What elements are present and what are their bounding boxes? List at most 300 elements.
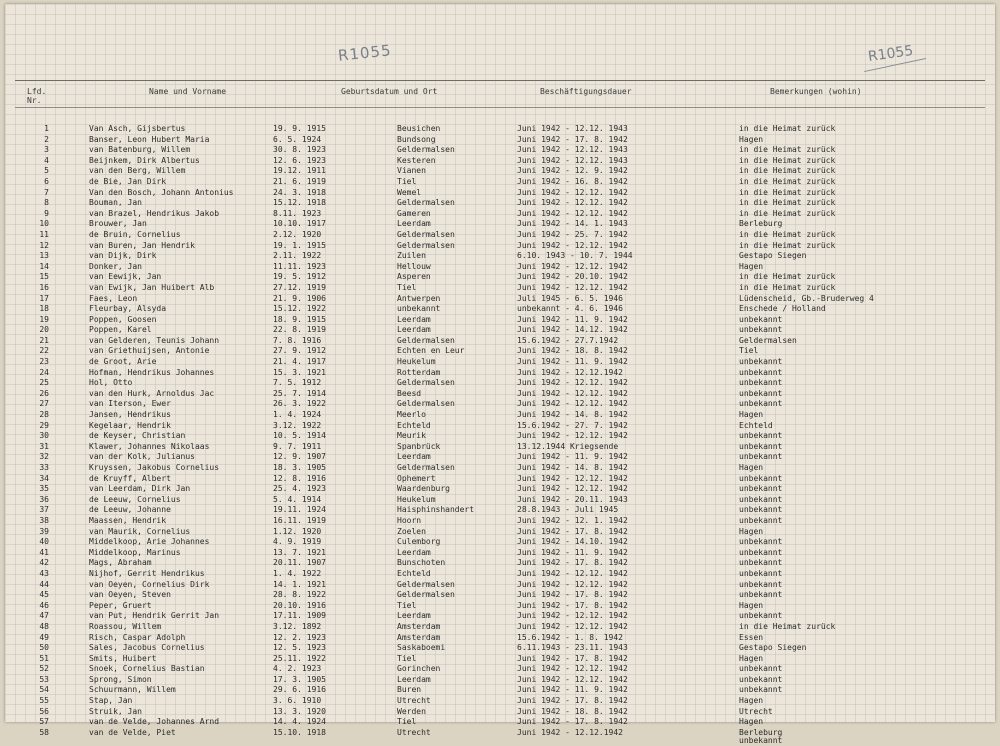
remark: unbekannt	[739, 505, 783, 515]
employment-period: Juni 1942 - 16. 8. 1942	[517, 176, 628, 186]
remark: Hagen	[739, 261, 764, 271]
birth-place: Gorinchen	[397, 664, 441, 674]
person-name: Peper, Gruert	[89, 600, 152, 610]
person-name: Fleurbay, Alsyda	[89, 304, 167, 314]
row-number: 55	[39, 696, 49, 706]
birth-date: 12. 6. 1923	[273, 155, 326, 165]
table-row	[5, 135, 995, 146]
row-number: 41	[39, 547, 49, 557]
birth-date: 28. 8. 1922	[273, 590, 326, 600]
table-row	[5, 251, 995, 262]
table-row	[5, 230, 995, 241]
employment-period: Juli 1945 - 6. 5. 1946	[517, 293, 623, 303]
row-number: 6	[44, 176, 49, 186]
table-row	[5, 452, 995, 463]
birth-place: Tiel	[397, 653, 417, 663]
table-row	[5, 537, 995, 548]
table-row	[5, 283, 995, 294]
row-number: 25	[39, 378, 49, 388]
person-name: Schuurmann, Willem	[89, 685, 176, 695]
table-row	[5, 548, 995, 559]
row-number: 29	[39, 420, 49, 430]
table-row	[5, 484, 995, 495]
employment-period: Juni 1942 - 12.12. 1943	[517, 124, 628, 133]
birth-date: 3.12. 1892	[273, 621, 322, 631]
row-number: 57	[39, 717, 49, 727]
table-row	[5, 304, 995, 315]
remark: Berleburg	[739, 727, 783, 737]
remark: unbekannt	[739, 473, 783, 483]
table-row	[5, 336, 995, 347]
birth-date: 10. 5. 1914	[273, 431, 326, 441]
table-row	[5, 622, 995, 633]
table-row	[5, 294, 995, 305]
person-name: Hofman, Hendrikus Johannes	[89, 367, 215, 377]
employment-period: Juni 1942 - 17. 8. 1942	[517, 558, 628, 568]
table-row	[5, 421, 995, 432]
birth-place: Bunschoten	[397, 558, 446, 568]
header-nr: Lfd. Nr.	[27, 87, 47, 105]
birth-place: Echteld	[397, 420, 431, 430]
remark: Hagen	[739, 696, 764, 706]
table-row	[5, 410, 995, 421]
birth-place: Asperen	[397, 272, 431, 282]
birth-place: Saskaboemi	[397, 643, 446, 653]
employment-period: Juni 1942 - 12.12.1942	[517, 367, 623, 377]
birth-place: Geldermalsen	[397, 145, 455, 155]
employment-period: 6.11.1943 - 23.11. 1943	[517, 643, 628, 653]
employment-period: Juni 1942 - 12.12. 1942	[517, 431, 628, 441]
person-name: Jansen, Hendrikus	[89, 410, 171, 420]
row-number: 12	[39, 240, 49, 250]
birth-place: Gameren	[397, 208, 431, 218]
person-name: van den Berg, Willem	[89, 166, 186, 176]
birth-date: 1.12. 1920	[273, 526, 322, 536]
birth-place: Utrecht	[397, 727, 431, 737]
row-number: 39	[39, 526, 49, 536]
table-row	[5, 611, 995, 622]
birth-place: Spanbrück	[397, 441, 441, 451]
remark: unbekannt	[739, 579, 783, 589]
row-number: 26	[39, 388, 49, 398]
table-row	[5, 727, 995, 745]
person-name: de Bie, Jan Dirk	[89, 176, 167, 186]
person-name: van den Hurk, Arnoldus Jac	[89, 388, 215, 398]
birth-date: 12. 2. 1923	[273, 632, 326, 642]
birth-date: 18. 3. 1905	[273, 463, 326, 472]
table-row	[5, 124, 995, 135]
person-name: Maassen, Hendrik	[89, 515, 167, 525]
row-number: 14	[39, 261, 49, 271]
header-birth: Geburtsdatum und Ort	[341, 87, 438, 96]
row-number: 10	[39, 219, 49, 229]
row-number: 30	[39, 431, 49, 441]
table-row	[5, 505, 995, 516]
birth-place: Geldermalsen	[397, 579, 455, 589]
remark: in die Heimat zurück	[739, 282, 836, 292]
table-row	[5, 495, 995, 506]
birth-place: Leerdam	[397, 325, 431, 335]
table-row	[5, 717, 995, 728]
birth-place: Beusichen	[397, 124, 441, 133]
employment-period: 15.6.1942 - 27. 7. 1942	[517, 420, 628, 430]
employment-period: Juni 1942 - 12.12. 1942	[517, 198, 628, 208]
row-number: 35	[39, 484, 49, 494]
employment-period: Juni 1942 - 11. 9. 1942	[517, 452, 628, 462]
remark: Essen	[739, 632, 764, 642]
employment-period: 13.12.1944 Kriegsende	[517, 441, 619, 451]
remark: in die Heimat zurück	[739, 621, 836, 631]
table-row	[5, 357, 995, 368]
person-name: van Oeyen, Cornelius Dirk	[89, 579, 210, 589]
person-name: Banser, Leon Hubert Maria	[89, 134, 210, 144]
row-number: 11	[39, 229, 49, 239]
birth-date: 9. 7. 1911	[273, 441, 322, 451]
remark: unbekannt	[739, 388, 783, 398]
row-number: 50	[39, 643, 49, 653]
employment-period: Juni 1942 - 11. 9. 1942	[517, 357, 628, 367]
remark: unbekannt	[739, 664, 783, 674]
table-row	[5, 707, 995, 718]
birth-date: 27.12. 1919	[273, 282, 326, 292]
remark: in die Heimat zurück	[739, 208, 836, 218]
birth-date: 21. 4. 1917	[273, 357, 326, 367]
table-row	[5, 685, 995, 696]
row-number: 32	[39, 452, 49, 462]
birth-place: Leerdam	[397, 674, 431, 684]
remark: unbekannt	[739, 685, 783, 695]
row-number: 53	[39, 674, 49, 684]
employment-period: Juni 1942 - 17. 8. 1942	[517, 526, 628, 536]
row-number: 34	[39, 473, 49, 483]
person-name: Bouman, Jan	[89, 198, 142, 208]
row-number: 47	[39, 611, 49, 621]
table-row	[5, 442, 995, 453]
birth-date: 15.12. 1918	[273, 198, 326, 208]
remark: unbekannt	[739, 568, 783, 578]
birth-date: 16.11. 1919	[273, 515, 326, 525]
row-number: 46	[39, 600, 49, 610]
birth-place: Rotterdam	[397, 367, 441, 377]
row-number: 44	[39, 579, 49, 589]
row-number: 1	[44, 124, 49, 133]
person-name: van Griethuijsen, Antonie	[89, 346, 210, 356]
remark: unbekannt	[739, 399, 783, 409]
remark: Enschede / Holland	[739, 304, 826, 314]
employment-period: Juni 1942 - 12.12. 1942	[517, 261, 628, 271]
birth-place: Hoorn	[397, 515, 422, 525]
row-number: 24	[39, 367, 49, 377]
person-name: Smits, Huibert	[89, 653, 157, 663]
row-number: 40	[39, 537, 49, 547]
employment-period: Juni 1942 - 18. 8. 1942	[517, 706, 628, 716]
person-name: de Leeuw, Johanne	[89, 505, 171, 515]
birth-place: Meerlo	[397, 410, 426, 420]
person-name: de Bruin, Cornelius	[89, 229, 181, 239]
row-number: 19	[39, 314, 49, 324]
remark: in die Heimat zurück	[739, 229, 836, 239]
row-number: 7	[44, 187, 49, 197]
birth-date: 24. 3. 1918	[273, 187, 326, 197]
employment-period: Juni 1942 - 12.12. 1942	[517, 187, 628, 197]
employment-period: Juni 1942 - 14. 8. 1942	[517, 410, 628, 420]
birth-date: 18. 9. 1915	[273, 314, 326, 324]
birth-place: Hellouw	[397, 261, 431, 271]
row-number: 43	[39, 568, 49, 578]
birth-place: Kesteren	[397, 155, 436, 165]
employment-period: Juni 1942 - 12.12. 1942	[517, 208, 628, 218]
remark: unbekannt	[739, 357, 783, 367]
birth-date: 19. 1. 1915	[273, 240, 326, 250]
birth-place: Heukelum	[397, 357, 436, 367]
row-number: 45	[39, 590, 49, 600]
row-number: 13	[39, 251, 49, 261]
birth-date: 8.11. 1923	[273, 208, 322, 218]
table-row	[5, 463, 995, 474]
birth-date: 4. 9. 1919	[273, 537, 322, 547]
row-number: 42	[39, 558, 49, 568]
person-name: Brouwer, Jan	[89, 219, 147, 229]
birth-place: Heukelum	[397, 494, 436, 504]
person-name: Van Asch, Gijsbertus	[89, 124, 186, 133]
birth-date: 30. 8. 1923	[273, 145, 326, 155]
employment-period: Juni 1942 - 12.12. 1942	[517, 240, 628, 250]
remark: unbekannt	[739, 452, 783, 462]
table-row	[5, 664, 995, 675]
employment-period: Juni 1942 - 11. 9. 1942	[517, 547, 628, 557]
birth-date: 25.11. 1922	[273, 653, 326, 663]
birth-date: 1. 4. 1924	[273, 410, 322, 420]
person-name: van Leerdam, Dirk Jan	[89, 484, 191, 494]
table-row	[5, 209, 995, 220]
row-number: 4	[44, 155, 49, 165]
employment-period: Juni 1942 - 25. 7. 1942	[517, 229, 628, 239]
employment-period: 15.6.1942 - 1. 8. 1942	[517, 632, 623, 642]
employment-period: Juni 1942 - 12.12. 1943	[517, 155, 628, 165]
birth-place: Tiel	[397, 176, 417, 186]
birth-place: Amsterdam	[397, 621, 441, 631]
table-row	[5, 368, 995, 379]
birth-place: Geldermalsen	[397, 240, 455, 250]
employment-period: Juni 1942 - 17. 8. 1942	[517, 134, 628, 144]
person-name: van Ewijk, Jan Huibert Alb	[89, 282, 215, 292]
row-number: 22	[39, 346, 49, 356]
birth-place: Geldermalsen	[397, 229, 455, 239]
birth-date: 5. 4. 1914	[273, 494, 322, 504]
birth-place: Geldermalsen	[397, 399, 455, 409]
birth-date: 15. 3. 1921	[273, 367, 326, 377]
remark: in die Heimat zurück	[739, 166, 836, 176]
person-name: de Keyser, Christian	[89, 431, 186, 441]
birth-date: 2.11. 1922	[273, 251, 322, 261]
header-name: Name und Vorname	[149, 87, 227, 96]
table-row	[5, 156, 995, 167]
row-number: 8	[44, 198, 49, 208]
employment-period: Juni 1942 - 20.11. 1943	[517, 494, 628, 504]
row-number: 54	[39, 685, 49, 695]
table-row	[5, 346, 995, 357]
employment-period: Juni 1942 - 17. 8. 1942	[517, 600, 628, 610]
table-row	[5, 166, 995, 177]
remark: unbekannt	[739, 515, 783, 525]
row-number: 9	[44, 208, 49, 218]
birth-place: Werden	[397, 706, 426, 716]
person-name: van Buren, Jan Hendrik	[89, 240, 195, 250]
employment-period: Juni 1942 - 12.12. 1942	[517, 388, 628, 398]
birth-place: Tiel	[397, 600, 417, 610]
employment-period: Juni 1942 - 12.12. 1942	[517, 611, 628, 621]
birth-date: 19.11. 1924	[273, 505, 326, 515]
birth-date: 12. 9. 1907	[273, 452, 326, 462]
remark: Gestapo Siegen	[739, 643, 807, 653]
birth-date: 25. 7. 1914	[273, 388, 326, 398]
row-number: 51	[39, 653, 49, 663]
employment-period: Juni 1942 - 12.12.1942	[517, 727, 623, 737]
archive-number-annotation-right: R1055	[867, 42, 915, 66]
birth-place: unbekannt	[397, 304, 441, 314]
person-name: Beijnkem, Dirk Albertus	[89, 155, 200, 165]
birth-date: 3.12. 1922	[273, 420, 322, 430]
birth-date: 19.12. 1911	[273, 166, 326, 176]
birth-place: Zuilen	[397, 251, 426, 261]
birth-date: 6. 5. 1924	[273, 134, 322, 144]
table-row	[5, 474, 995, 485]
row-number: 36	[39, 494, 49, 504]
table-row	[5, 569, 995, 580]
row-number: 28	[39, 410, 49, 420]
table-row	[5, 188, 995, 199]
person-name: de Kruyff, Albert	[89, 473, 171, 483]
birth-place: Culemborg	[397, 537, 441, 547]
employment-period: Juni 1942 - 14. 1. 1943	[517, 219, 628, 229]
birth-place: Utrecht	[397, 696, 431, 706]
remark: unbekannt	[739, 378, 783, 388]
remark: Hagen	[739, 526, 764, 536]
birth-date: 13. 3. 1920	[273, 706, 326, 716]
table-row	[5, 145, 995, 156]
birth-place: Echteld	[397, 568, 431, 578]
remark: in die Heimat zurück	[739, 240, 836, 250]
employment-period: Juni 1942 - 12. 9. 1942	[517, 166, 628, 176]
birth-date: 1. 4. 1922	[273, 568, 322, 578]
birth-place: Haisphinshandert	[397, 505, 475, 515]
row-number: 3	[44, 145, 49, 155]
remark: unbekannt	[739, 494, 783, 504]
row-number: 56	[39, 706, 49, 716]
table-row	[5, 219, 995, 230]
employment-period: Juni 1942 - 12.12. 1942	[517, 664, 628, 674]
table-row	[5, 325, 995, 336]
birth-date: 20.11. 1907	[273, 558, 326, 568]
employment-period: Juni 1942 - 18. 8. 1942	[517, 346, 628, 356]
birth-date: 25. 4. 1923	[273, 484, 326, 494]
employment-period: Juni 1942 - 11. 9. 1942	[517, 314, 628, 324]
table-row	[5, 177, 995, 188]
person-name: van Gelderen, Teunis Johann	[89, 335, 220, 345]
birth-date: 11.11. 1923	[273, 261, 326, 271]
person-name: Poppen, Karel	[89, 325, 152, 335]
remark: unbekannt	[739, 558, 783, 568]
birth-date: 19. 9. 1915	[273, 124, 326, 133]
table-row	[5, 590, 995, 601]
remark: unbekannt	[739, 674, 783, 684]
birth-place: Geldermalsen	[397, 378, 455, 388]
table-row	[5, 633, 995, 644]
employment-period: Juni 1942 - 20.10. 1942	[517, 272, 628, 282]
row-number: 2	[44, 134, 49, 144]
employment-period: Juni 1942 - 12.12. 1942	[517, 579, 628, 589]
remark: in die Heimat zurück	[739, 198, 836, 208]
employment-period: Juni 1942 - 14.10. 1942	[517, 537, 628, 547]
birth-place: Beesd	[397, 388, 422, 398]
row-number: 21	[39, 335, 49, 345]
document-sheet	[5, 4, 995, 745]
remark: Lüdenscheid, Gb.-Bruderweg 4	[739, 293, 874, 303]
remark: in die Heimat zurück	[739, 155, 836, 165]
employment-period: Juni 1942 - 12.12. 1942	[517, 674, 628, 684]
employment-period: 15.6.1942 - 27.7.1942	[517, 335, 619, 345]
birth-date: 12. 8. 1916	[273, 473, 326, 483]
table-row	[5, 389, 995, 400]
birth-place: Tiel	[397, 282, 417, 292]
birth-date: 13. 7. 1921	[273, 547, 326, 557]
archive-number-annotation: R1055	[337, 41, 393, 65]
birth-place: Leerdam	[397, 219, 431, 229]
person-name: Struik, Jan	[89, 706, 142, 716]
remark: unbekannt	[739, 314, 783, 324]
remark: unbekannt	[739, 537, 783, 547]
birth-place: Buren	[397, 685, 422, 695]
person-name: Sales, Jacobus Cornelius	[89, 643, 205, 653]
row-number: 58	[39, 727, 49, 737]
table-row	[5, 315, 995, 326]
row-number: 38	[39, 515, 49, 525]
remark: Hagen	[739, 134, 764, 144]
person-name: van Eewijk, Jan	[89, 272, 162, 282]
header-rule-top	[15, 80, 985, 81]
birth-date: 15.10. 1918	[273, 727, 326, 737]
remark: Berleburg	[739, 219, 783, 229]
table-row	[5, 431, 995, 442]
birth-place: Waardenburg	[397, 484, 450, 494]
row-number: 52	[39, 664, 49, 674]
remark: in die Heimat zurück	[739, 187, 836, 197]
remark: Utrecht	[739, 706, 773, 716]
birth-place: Leerdam	[397, 452, 431, 462]
remark: Hagen	[739, 410, 764, 420]
birth-place: Leerdam	[397, 611, 431, 621]
employment-period: 6.10. 1943 - 10. 7. 1944	[517, 251, 633, 261]
birth-place: Bundsong	[397, 134, 436, 144]
remark: Hagen	[739, 653, 764, 663]
employment-period: Juni 1942 - 17. 8. 1942	[517, 590, 628, 600]
person-name: Klawer, Johannes Nikolaas	[89, 441, 210, 451]
employment-period: Juni 1942 - 12.12. 1943	[517, 145, 628, 155]
remark: in die Heimat zurück	[739, 145, 836, 155]
birth-place: Echten en Leur	[397, 346, 465, 356]
birth-date: 29. 6. 1916	[273, 685, 326, 695]
employment-period: Juni 1942 - 17. 8. 1942	[517, 653, 628, 663]
birth-date: 17. 3. 1905	[273, 674, 326, 684]
row-number: 33	[39, 463, 49, 472]
birth-date: 4. 2. 1923	[273, 664, 322, 674]
table-row	[5, 654, 995, 665]
person-name: Hol, Otto	[89, 378, 133, 388]
birth-place: Meurik	[397, 431, 426, 441]
employment-period: Juni 1942 - 12.12. 1942	[517, 282, 628, 292]
register-table	[5, 124, 995, 745]
person-name: Poppen, Goosen	[89, 314, 157, 324]
